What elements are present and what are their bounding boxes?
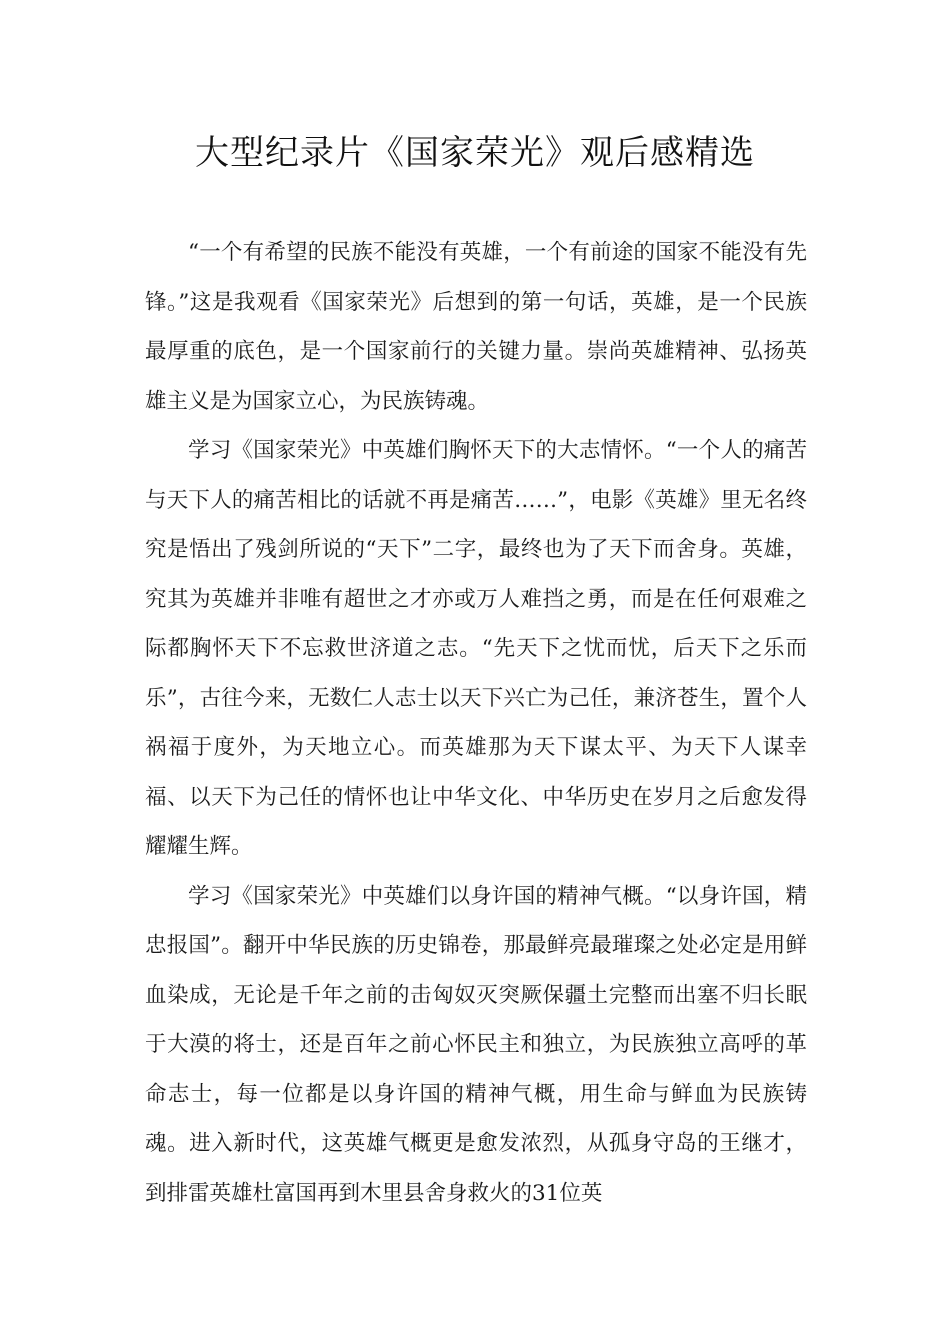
paragraph-3: 学习《国家荣光》中英雄们以身许国的精神气概。“以身许国，精忠报国”。翻开中华民族的历史锦卷，那最鲜亮最璀璨之处必定是用鲜血染成，无论是千年之前的击匈奴灭突厥保疆土完整而出塞不归长眠于大漠的将士，还是百年之前心怀民主和独立，为民族独立高呼的革命志士，每一位都是以身许国的精神气概，用生命与鲜血为民族铸魂。进入新时代，这英雄气概更是愈发浓烈，从孤身守岛的王继才，到排雷英雄杜富国再到木里县舍身救火的31位英	[145, 883, 807, 1206]
paragraph-2: 学习《国家荣光》中英雄们胸怀天下的大志情怀。“一个人的痛苦与天下人的痛苦相比的话就不再是痛苦……”，电影《英雄》里无名终究是悟出了残剑所说的“天下”二字，最终也为了天下而舍身。英雄，究其为英雄并非唯有超世之才亦或万人难挡之勇，而是在任何艰难之际都胸怀天下不忘救世济道之志。“先天下之忧而忧，后天下之乐而乐”，古往今来，无数仁人志士以天下兴亡为己任，兼济苍生，置个人祸福于度外，为天地立心。而英雄那为天下谋太平、为天下人谋幸福、以天下为己任的情怀也让中华文化、中华历史在岁月之后愈发得耀耀生辉。	[145, 438, 807, 859]
paragraph-1: “一个有希望的民族不能没有英雄，一个有前途的国家不能没有先锋。”这是我观看《国家荣光》后想到的第一句话，英雄，是一个民族最厚重的底色，是一个国家前行的关键力量。崇尚英雄精神、弘扬英雄主义是为国家立心，为民族铸魂。	[145, 240, 807, 414]
document-title: 大型纪录片《国家荣光》观后感精选	[195, 133, 755, 173]
document-body	[145, 228, 807, 1218]
